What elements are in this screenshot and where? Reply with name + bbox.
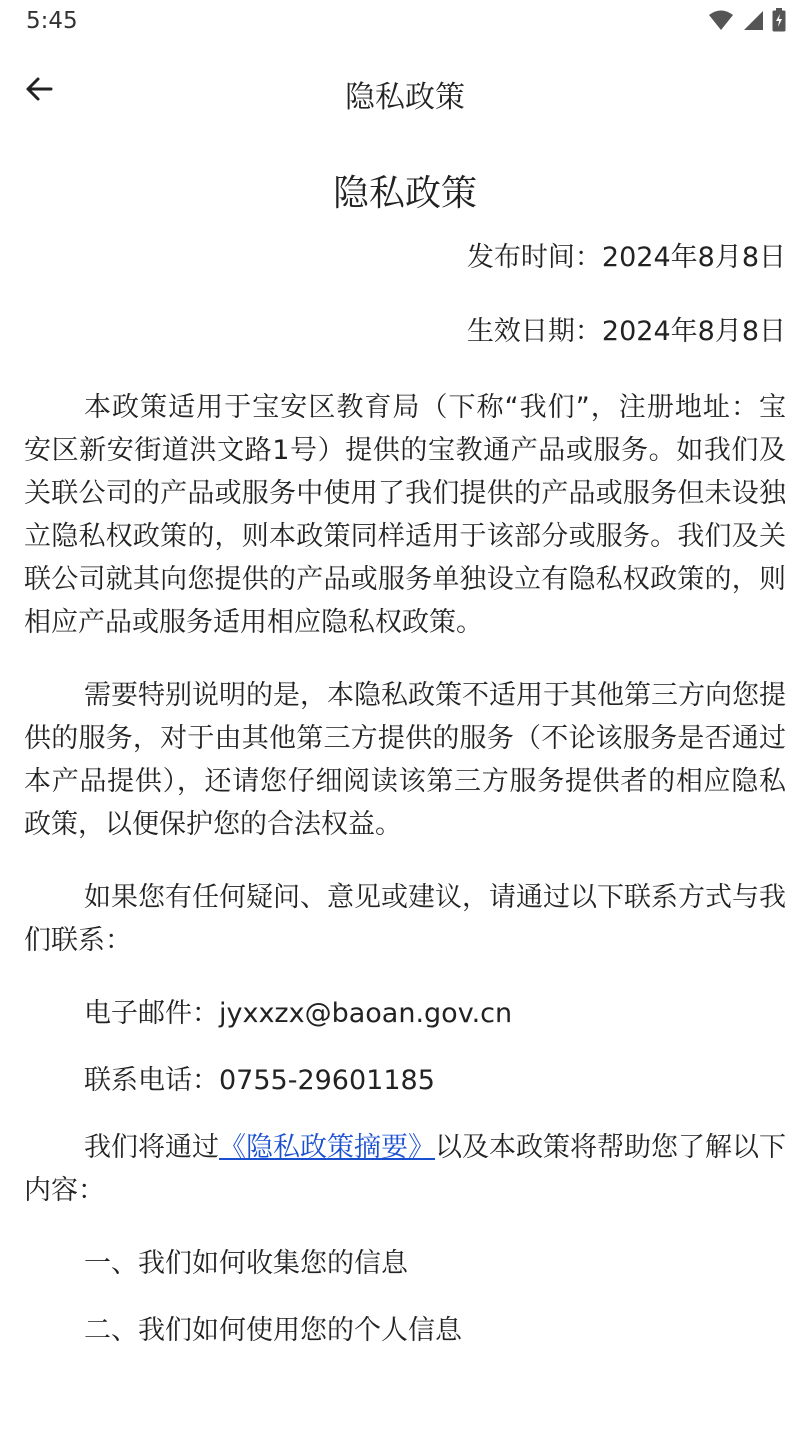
effective-date: 生效日期：2024年8月8日 <box>466 316 786 347</box>
summary-suffix: 以及本政策将帮助您了解以下内容： <box>24 1132 786 1206</box>
signal-icon <box>742 9 764 35</box>
contact-phone: 联系电话：0755-29601185 <box>84 1065 435 1096</box>
policy-paragraph-summary <box>24 1126 786 1212</box>
app-bar <box>0 54 810 130</box>
status-icons <box>708 10 786 34</box>
publish-date: 发布时间：2024年8月8日 <box>466 242 786 273</box>
policy-paragraph-third-party: 需要特别说明的是，本隐私政策不适用于其他第三方向您提供的服务，对于由其他第三方提供的服务（不论该服务是否通过本产品提供），还请您仔细阅读该第三方服务提供者的相应隐私政策，以便保护您的合法权益。 <box>24 680 786 840</box>
policy-paragraph-contact: 如果您有任何疑问、意见或建议，请通过以下联系方式与我们联系： <box>24 882 786 956</box>
summary-prefix: 我们将通过 <box>84 1132 219 1163</box>
toc-item: 二、我们如何使用您的个人信息 <box>84 1315 462 1346</box>
wifi-icon <box>708 9 734 35</box>
document-title: 隐私政策 <box>332 173 477 214</box>
app-bar-title: 隐私政策 <box>345 80 465 115</box>
toc-item: 一、我们如何收集您的信息 <box>84 1248 408 1279</box>
privacy-summary-link[interactable]: 《隐私政策摘要》 <box>219 1132 435 1163</box>
battery-charging-icon <box>772 8 786 36</box>
status-bar <box>0 0 810 44</box>
contact-email: 电子邮件：jyxxzx@baoan.gov.cn <box>84 998 513 1029</box>
policy-content <box>24 168 786 1376</box>
policy-paragraph-scope: 本政策适用于宝安区教育局（下称“我们”，注册地址：宝安区新安街道洪文路1号）提供的宝教通产品或服务。如我们及关联公司的产品或服务中使用了我们提供的产品或服务但未设独立隐私权政策的，则本政策同样适用于该部分或服务。我们及关联公司就其向您提供的产品或服务单独设立有隐私权政策的，则相应产品或服务适用相应隐私权政策。 <box>24 392 786 638</box>
status-time: 5:45 <box>26 8 78 34</box>
